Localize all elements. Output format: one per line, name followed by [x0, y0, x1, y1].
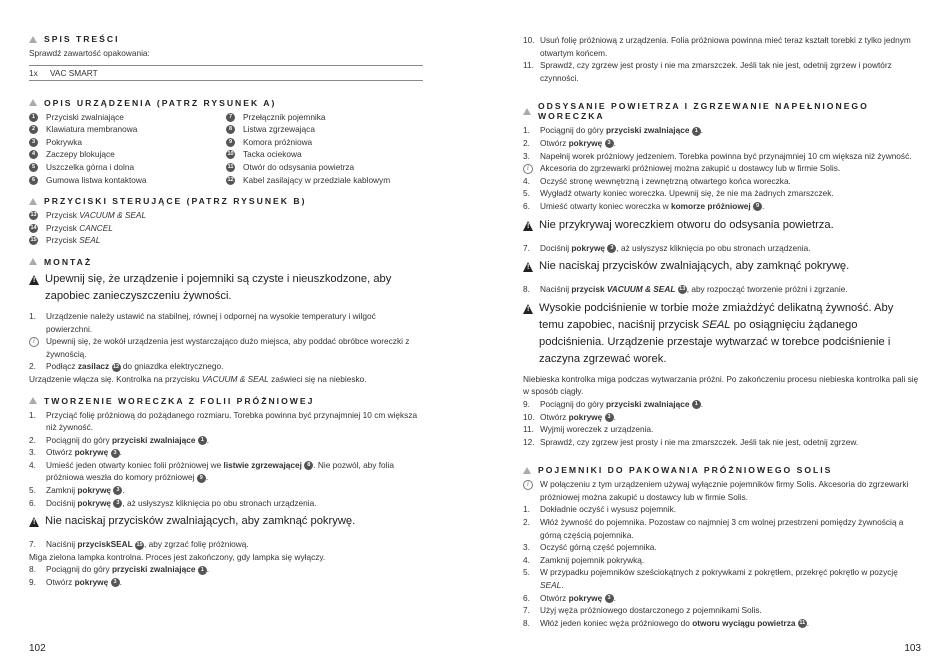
list-item: 8. Pociągnij do góry przyciski zwalniające 1 .	[29, 564, 210, 575]
ref-8-icon: 8	[304, 461, 313, 470]
list-item: 6. Otwórz pokrywę 3 .	[523, 592, 616, 603]
ref-13-icon: 13	[679, 286, 686, 293]
list-item: 1. Urządzenie należy ustawić na stabilnej, równej i odpornej na wysokie temperatury i wilgoć powierzchni.	[29, 310, 376, 334]
ref-number-icon: 10	[227, 151, 234, 158]
ref-11-icon: 11	[799, 620, 806, 627]
triangle-bullet-icon	[29, 36, 37, 43]
list-item: 7 Przełącznik pojemnika	[226, 111, 423, 124]
warning-icon: !	[523, 262, 533, 272]
warning-icon: !	[523, 221, 533, 231]
list-item: 1 Przyciski zwalniające	[29, 111, 226, 124]
list-item: 15 Przycisk SEAL	[30, 235, 101, 246]
list-item: 12. Sprawdź, czy zgrzew jest prosty i nie ma zmarszczek. Jeśli tak nie jest, odetnij zgrzew.	[523, 436, 859, 447]
note-text: Niebieska kontrolka miga podczas wytwarzania próżni. Po zakończeniu procesu niebieska kontrolka pali się w sposób ciągły.	[523, 373, 919, 397]
warning-icon: !	[29, 517, 39, 527]
triangle-bullet-icon	[29, 198, 37, 205]
list-item: 7. Naciśnij przyciskSEAL 15, aby zgrzać folię próżniową.	[29, 539, 249, 550]
warning-note: ! Nie przykrywaj woreczkiem otworu do odsysania powietrza.	[523, 217, 921, 237]
list-item: 8. Włóż jeden koniec węża próżniowego do otworu wyciągu powietrza 11 .	[523, 617, 810, 628]
note-text: Urządzenie włącza się. Kontrolka na przycisku VACUUM & SEAL zaświeci się na niebiesko.	[29, 373, 367, 384]
list-item: 6. Dociśnij pokrywę 3 , aż usłyszysz kliknięcia po obu stronach urządzenia.	[29, 497, 317, 508]
list-item: 3. Napełnij worek próżniowy jedzeniem. Torebka powinna być przynajmniej 10 cm większa niż żywność.	[523, 150, 912, 161]
list-item: 10 Tacka ociekowa	[227, 149, 302, 160]
right-page	[523, 34, 921, 629]
ref-1-icon: 1	[198, 566, 207, 575]
section-heading: PRZYCISKI STERUJĄCE (PATRZ RYSUNEK B)	[29, 196, 423, 206]
list-item: 3 Pokrywka	[29, 136, 226, 149]
info-icon: i	[523, 480, 533, 490]
list-item: 4 Zaczepy blokujące	[29, 148, 226, 161]
warning-note: ! Upewnij się, że urządzenie i pojemniki są czyste i nieuszkodzone, aby zapobiec zanieczyszczeniu żywności.	[29, 271, 423, 305]
list-item: 6. Umieść otwarty koniec woreczka w komorze próżniowej 9 .	[523, 200, 765, 211]
ref-3-icon: 3	[605, 413, 614, 422]
section-heading: ODSYSANIE POWIETRZA I ZGRZEWANIE NAPEŁNIONEGO WORECZKA	[523, 101, 921, 121]
list-item: 2. Włóż żywność do pojemnika. Pozostaw co najmniej 3 cm wolnej przestrzeni pomiędzy żywnością a górną częścią pojemnika.	[523, 517, 904, 540]
info-icon: i	[523, 164, 533, 174]
ref-number-icon: 11	[227, 163, 234, 170]
triangle-bullet-icon	[29, 258, 37, 265]
list-item: 5 Uszczelka górna i dolna	[29, 161, 226, 174]
list-item: 3. Otwórz pokrywę 3 .	[29, 447, 122, 458]
ref-15-icon: 15	[136, 541, 143, 548]
list-item: 9. Pociągnij do góry przyciski zwalniające 1 .	[523, 398, 704, 409]
list-item: 5. Zamknij pokrywę 3 .	[29, 485, 125, 496]
list-item: 10. Otwórz pokrywę 3 .	[523, 411, 616, 422]
triangle-bullet-icon	[29, 397, 37, 404]
ref-number-icon: 2	[29, 125, 38, 134]
list-item: 4. Oczyść stronę wewnętrzną i zewnętrzną otwartego końca woreczka.	[523, 175, 791, 186]
list-item: 9 Komora próżniowa	[226, 136, 423, 149]
ref-number-icon: 5	[29, 163, 38, 172]
warning-note: ! Wysokie podciśnienie w torbie może zmiażdżyć delikatną żywność. Aby temu zapobiec, naciśnij przycisk SEAL po osiągnięciu żądanego podciśnienia. Urządzenie przestaje wytwarzać w torebce podciśnienie i zaczyna zgrzewać worek.	[523, 300, 921, 368]
page-number-right: 103	[904, 643, 921, 654]
list-item: 3. Oczyść górną część pojemnika.	[523, 542, 657, 553]
ref-number-icon: 1	[29, 113, 38, 122]
list-item: 6 Gumowa listwa kontaktowa	[29, 174, 226, 187]
ref-3-icon: 3	[605, 594, 614, 603]
list-item: 1. Pociągnij do góry przyciski zwalniające 1 .	[523, 125, 704, 136]
warning-icon: !	[523, 304, 533, 314]
ref-number-icon: 7	[226, 113, 235, 122]
list-item: 5. W przypadku pojemników sześciokątnych z pokrywkami z pokrętłem, przekręć pokrętło w pozycję SEAL.	[523, 567, 898, 591]
ref-number-icon: 15	[30, 237, 37, 244]
warning-note: ! Nie naciskaj przycisków zwalniających, aby zamknąć pokrywę.	[523, 258, 921, 278]
list-item: 2. Otwórz pokrywę 3 .	[523, 137, 616, 148]
ref-number-icon: 4	[29, 150, 38, 159]
info-item: i Upewnij się, że wokół urządzenia jest wystarczająco dużo miejsca, aby poddać obróbce woreczki z żywnością.	[29, 335, 423, 360]
device-parts-list	[29, 111, 423, 187]
package-table	[29, 65, 423, 81]
info-icon: i	[29, 337, 39, 347]
list-item: 9. Otwórz pokrywę 3 .	[29, 577, 122, 588]
list-item: 8 Listwa zgrzewająca	[226, 123, 423, 136]
ref-1-icon: 1	[692, 127, 701, 136]
page-number-left: 102	[29, 643, 46, 654]
triangle-bullet-icon	[523, 467, 531, 474]
list-item: 11. Sprawdź, czy zgrzew jest prosty i nie ma zmarszczek. Jeśli tak nie jest, odetnij zgrzew i powtórz czynności.	[523, 60, 892, 83]
ref-number-icon: 9	[226, 138, 235, 147]
section-heading: MONTAŻ	[29, 257, 423, 267]
list-item: 1. Dokładnie oczyść i wysusz pojemnik.	[523, 504, 677, 515]
list-item: 8. Naciśnij przycisk VACUUM & SEAL 13, aby rozpocząć tworzenie próżni i zgrzanie.	[523, 284, 848, 295]
info-item: i Akcesoria do zgrzewarki próżniowej można zakupić u dostawcy lub w firmie Solis.	[523, 162, 921, 175]
list-item: 5. Wygładź otwarty koniec woreczka. Upewnij się, że nie ma żadnych zmarszczek.	[523, 188, 834, 199]
ref-3-icon: 3	[113, 486, 122, 495]
section-heading: SPIS TREŚCI	[29, 34, 423, 44]
section-heading: TWORZENIE WORECZKA Z FOLII PRÓŻNIOWEJ	[29, 396, 423, 406]
ref-9-icon: 9	[197, 474, 206, 483]
list-item: 14 Przycisk CANCEL	[30, 222, 113, 233]
contents-intro: Sprawdź zawartość opakowania:	[29, 48, 150, 58]
package-item: VAC SMART	[50, 67, 98, 78]
triangle-bullet-icon	[523, 108, 531, 115]
list-item: 13 Przycisk VACUUM & SEAL	[30, 210, 147, 221]
ref-3-icon: 3	[111, 578, 120, 587]
ref-3-icon: 3	[605, 139, 614, 148]
ref-1-icon: 1	[198, 436, 207, 445]
ref-number-icon: 6	[29, 176, 38, 185]
package-qty: 1x	[29, 67, 38, 78]
list-item: 2. Pociągnij do góry przyciski zwalniające 1 .	[29, 434, 210, 445]
list-item: 7. Użyj węża próżniowego dostarczonego z pojemnikami Solis.	[523, 605, 762, 616]
ref-number-icon: 12	[227, 176, 234, 183]
info-item: i W połączeniu z tym urządzeniem używaj wyłącznie pojemników firmy Solis. Akcesoria do zgrzewarki próżniowej można zakupić u dostawcy lub w firmie Solis.	[523, 478, 921, 503]
ref-3-icon: 3	[607, 244, 616, 253]
section-heading: OPIS URZĄDZENIA (PATRZ RYSUNEK A)	[29, 98, 423, 108]
list-item: 4. Zamknij pojemnik pokrywką.	[523, 554, 645, 565]
list-item: 12 Kabel zasilający w przedziale kablowym	[227, 174, 391, 185]
note-text: Miga zielona lampka kontrolna. Proces jest zakończony, gdy lampka się wyłączy.	[29, 551, 326, 562]
ref-number-icon: 13	[30, 212, 37, 219]
ref-1-icon: 1	[692, 400, 701, 409]
warning-note: ! Nie naciskaj przycisków zwalniających, aby zamknąć pokrywę.	[29, 513, 423, 533]
list-item: 2. Podłącz zasilacz 12 do gniazdka elektrycznego.	[29, 361, 224, 372]
list-item: 11. Wyjmij woreczek z urządzenia.	[523, 424, 654, 435]
list-item: 10. Usuń folię próżniową z urządzenia. Folia próżniowa powinna mieć teraz kształt torebki z tylko jednym otwartym końcem.	[523, 35, 911, 58]
ref-3-icon: 3	[111, 449, 120, 458]
left-page	[29, 34, 423, 589]
list-item: 11 Otwór do odsysania powietrza	[227, 161, 355, 172]
ref-12-icon: 12	[112, 363, 120, 370]
ref-number-icon: 14	[30, 224, 37, 231]
section-heading: POJEMNIKI DO PAKOWANIA PRÓŻNIOWEGO SOLIS	[523, 465, 921, 475]
list-item: 1. Przyciąć folię próżniową do pożądanego rozmiaru. Torebka powinna być przynajmniej 10 cm większa niż żywność.	[29, 409, 418, 433]
ref-3-icon: 3	[113, 499, 122, 508]
list-item: 7. Dociśnij pokrywę 3 , aż usłyszysz kliknięcia po obu stronach urządzenia.	[523, 242, 811, 253]
control-buttons-list	[29, 209, 423, 247]
warning-icon: !	[29, 275, 39, 285]
list-item: 2 Klawiatura membranowa	[29, 123, 226, 136]
triangle-bullet-icon	[29, 99, 37, 106]
ref-9-icon: 9	[753, 202, 762, 211]
ref-number-icon: 8	[226, 125, 235, 134]
ref-number-icon: 3	[29, 138, 38, 147]
list-item: 4. Umieść jeden otwarty koniec folii próżniowej we listwie zgrzewającej 8 . Nie pozwól, aby folia próżniowa weszła do komory próżniowej 9 .	[29, 459, 394, 483]
